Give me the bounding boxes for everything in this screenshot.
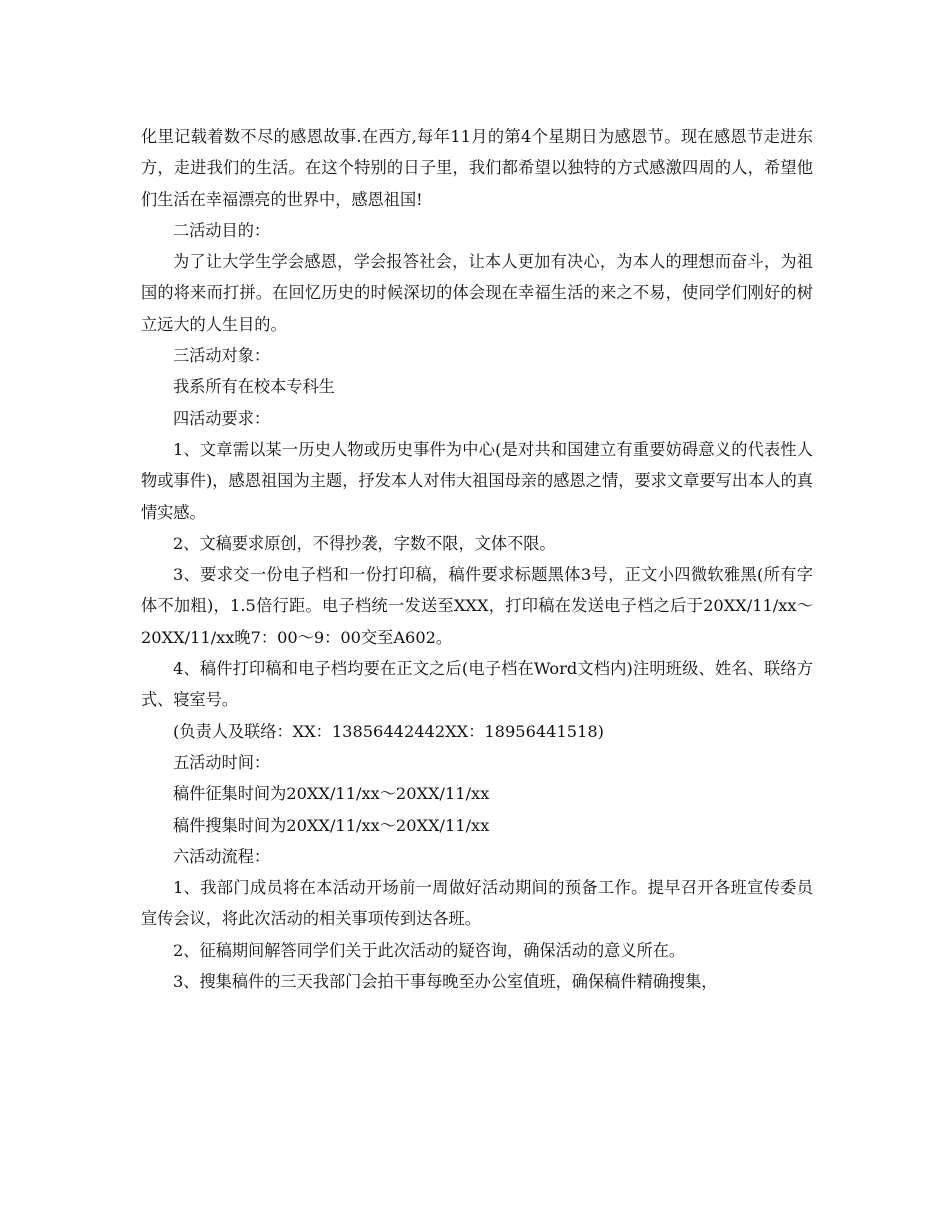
paragraph: 我系所有在校本专科生	[173, 377, 335, 397]
document-body	[141, 121, 813, 997]
paragraph: 四活动要求：	[173, 408, 271, 428]
paragraph: 六活动流程：	[173, 846, 271, 866]
paragraph: 4、稿件打印稿和电子档均要在正文之后(电子档在Word文档内)注明班级、姓名、联络方式、寝室号。	[141, 659, 813, 710]
paragraph: (负责人及联络：XX：13856442442XX：18956441518)	[173, 721, 604, 741]
paragraph: 2、文稿要求原创，不得抄袭，字数不限，文体不限。	[173, 533, 556, 553]
paragraph: 三活动对象：	[173, 346, 271, 366]
paragraph: 1、我部门成员将在本活动开场前一周做好活动期间的预备工作。提早召开各班宣传委员宣传会议，将此次活动的相关事项传到达各班。	[141, 878, 813, 929]
paragraph: 3、要求交一份电子档和一份打印稿，稿件要求标题黑体3号，正文小四微软雅黑(所有字体不加粗)，1.5倍行距。电子档统一发送至XXX，打印稿在发送电子档之后于20XX/11/xx～20XX/11/xx晚7：00～9：00交至A602。	[141, 565, 813, 647]
paragraph: 五活动时间：	[173, 752, 271, 772]
paragraph: 为了让大学生学会感恩，学会报答社会，让本人更加有决心，为本人的理想而奋斗，为祖国的将来而打拼。在回忆历史的时候深切的体会现在幸福生活的来之不易，使同学们刚好的树立远大的人生目的。	[141, 252, 813, 334]
paragraph: 稿件搜集时间为20XX/11/xx～20XX/11/xx	[173, 815, 490, 835]
paragraph: 化里记载着数不尽的感恩故事.在西方,每年11月的第4个星期日为感恩节。现在感恩节走进东方，走进我们的生活。在这个特别的日子里，我们都希望以独特的方式感激四周的人，希望他们生活在幸福漂亮的世界中，感恩祖国!	[141, 127, 813, 209]
paragraph: 2、征稿期间解答同学们关于此次活动的疑咨询，确保活动的意义所在。	[173, 940, 686, 960]
paragraph: 二活动目的：	[173, 220, 271, 240]
paragraph: 3、搜集稿件的三天我部门会拍干事每晚至办公室值班，确保稿件精确搜集，	[173, 972, 718, 992]
paragraph: 1、文章需以某一历史人物或历史事件为中心(是对共和国建立有重要妨碍意义的代表性人物或事件)，感恩祖国为主题，抒发本人对伟大祖国母亲的感恩之情，要求文章要写出本人的真情实感。	[141, 439, 813, 522]
paragraph: 稿件征集时间为20XX/11/xx～20XX/11/xx	[173, 784, 490, 804]
